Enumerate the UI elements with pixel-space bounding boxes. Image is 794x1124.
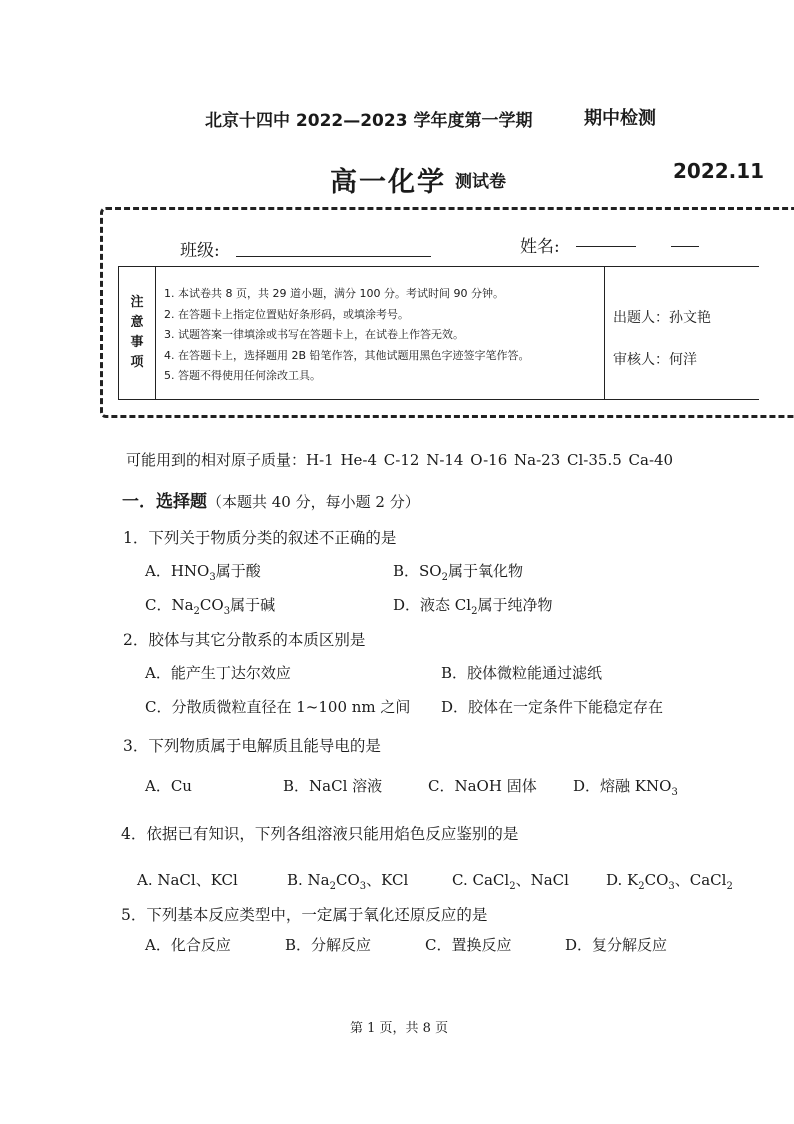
note-item: 3. 试题答案一律填涂或书写在答题卡上，在试卷上作答无效。: [164, 328, 464, 341]
question-3-stem: 3．下列物质属于电解质且能导电的是: [123, 737, 381, 755]
q3-option-c[interactable]: C．NaOH 固体: [428, 777, 537, 795]
q1-a-text2: 属于酸: [215, 562, 261, 580]
q1-d-text: D．液态 Cl: [393, 596, 472, 614]
q1-a-text: A．HNO: [145, 562, 210, 580]
q1-b-text: B．SO: [393, 562, 442, 580]
q3-option-b[interactable]: B．NaCl 溶液: [283, 777, 383, 795]
q2-option-b[interactable]: B．胶体微粒能通过滤纸: [441, 664, 603, 682]
q3-option-a[interactable]: A．Cu: [145, 777, 192, 795]
q4-b-text2: CO: [336, 871, 360, 889]
q1-option-a[interactable]: [145, 560, 261, 583]
question-4-stem: 4．依据已有知识，下列各组溶液只能用焰色反应鉴别的是: [121, 825, 519, 843]
notes-heading-char: 注: [130, 295, 144, 310]
q1-a-sub: 3: [209, 572, 216, 583]
q2-option-c[interactable]: C．分散质微粒直径在 1~100 nm 之间: [145, 698, 411, 716]
q1-option-c[interactable]: [145, 594, 275, 617]
q3-option-d[interactable]: [573, 775, 678, 798]
subject-title: 高一化学: [330, 167, 446, 198]
q1-b-sub: 2: [441, 572, 448, 583]
q5-option-c[interactable]: C．置换反应: [425, 936, 512, 954]
note-item: 4. 在答题卡上，选择题用 2B 铅笔作答，其他试题用黑色字迹签字笔作答。: [164, 348, 530, 362]
q4-c-sub: 2: [509, 881, 516, 892]
q3-d-text: D．熔融 KNO: [573, 777, 672, 795]
q4-option-b[interactable]: [287, 869, 408, 892]
atomic-masses: 可能用到的相对原子质量：H-1 He-4 C-12 N-14 O-16 Na-23 Cl-35.5 Ca-40: [126, 451, 674, 469]
notes-list: [156, 267, 605, 399]
q4-c-text2: 、NaCl: [515, 871, 569, 889]
q4-d-text3: 、CaCl: [674, 871, 727, 889]
q4-b-sub2: 3: [359, 881, 367, 892]
notes-heading: [119, 267, 156, 399]
page-number: 第 1 页，共 8 页: [350, 1021, 449, 1036]
q1-d-text2: 属于纯净物: [477, 596, 553, 614]
name-label: 姓名:: [520, 237, 560, 257]
reviewer: 审核人：何洋: [613, 352, 697, 368]
notes-heading-char: 意: [130, 315, 144, 330]
note-item: 2. 在答题卡上指定位置贴好条形码，或填涂考号。: [164, 307, 409, 321]
name-field-extra[interactable]: [671, 246, 699, 247]
notes-staff: [605, 267, 711, 399]
q1-c-text: C．Na: [145, 596, 194, 614]
section-title: 一．选择题: [122, 492, 207, 512]
author: 出题人：孙文艳: [613, 310, 711, 326]
q4-d-sub: 2: [638, 881, 645, 892]
notes-table: [118, 266, 759, 400]
exam-type: 期中检测: [584, 108, 656, 129]
exam-date: 2022.11: [673, 159, 765, 183]
class-field[interactable]: [236, 256, 431, 257]
section-heading: [122, 487, 420, 512]
question-2-stem: 2．胶体与其它分散系的本质区别是: [123, 631, 366, 649]
section-note: （本题共 40 分，每小题 2 分）: [207, 493, 420, 511]
note-item: 5. 答题不得使用任何涂改工具。: [164, 369, 321, 382]
school-term-title: 北京十四中 2022—2023 学年度第一学期: [205, 111, 533, 131]
q5-option-a[interactable]: A．化合反应: [145, 936, 231, 954]
q1-c-sub: 2: [193, 606, 200, 617]
q5-option-d[interactable]: D．复分解反应: [565, 936, 668, 954]
q1-option-d[interactable]: [393, 594, 552, 617]
q4-d-sub2: 3: [668, 881, 675, 892]
q1-c-sub2: 3: [223, 606, 231, 617]
question-1-stem: 1．下列关于物质分类的叙述不正确的是: [123, 529, 397, 547]
q2-option-d[interactable]: D．胶体在一定条件下能稳定存在: [441, 698, 664, 716]
q4-c-text: C. CaCl: [452, 871, 510, 889]
q4-option-d[interactable]: [606, 869, 733, 892]
q5-option-b[interactable]: B．分解反应: [285, 936, 372, 954]
q1-option-b[interactable]: [393, 560, 523, 583]
q1-c-text2: CO: [199, 596, 224, 614]
q1-d-sub: 2: [471, 606, 478, 617]
name-field[interactable]: [576, 246, 636, 247]
q2-option-a[interactable]: A．能产生丁达尔效应: [145, 664, 291, 682]
q1-b-text2: 属于氧化物: [447, 562, 523, 580]
notes-heading-char: 项: [130, 355, 144, 370]
q3-d-sub: 3: [671, 787, 678, 798]
q4-option-c[interactable]: [452, 869, 569, 892]
note-item: 1. 本试卷共 8 页，共 29 道小题，满分 100 分。考试时间 90 分钟。: [164, 287, 504, 300]
q1-c-text3: 属于碱: [230, 596, 276, 614]
q4-b-sub: 2: [329, 881, 337, 892]
q4-d-text: D. K: [606, 871, 639, 889]
question-5-stem: 5．下列基本反应类型中，一定属于氧化还原反应的是: [121, 906, 488, 924]
notes-heading-char: 事: [130, 335, 144, 350]
class-label: 班级:: [180, 241, 220, 261]
q4-d-sub3: 2: [726, 881, 733, 892]
q4-option-a[interactable]: A. NaCl、KCl: [137, 871, 238, 889]
paper-kind: 测试卷: [455, 172, 506, 192]
q4-d-text2: CO: [644, 871, 669, 889]
q4-b-text3: 、KCl: [366, 871, 409, 889]
q4-b-text: B. Na: [287, 871, 330, 889]
